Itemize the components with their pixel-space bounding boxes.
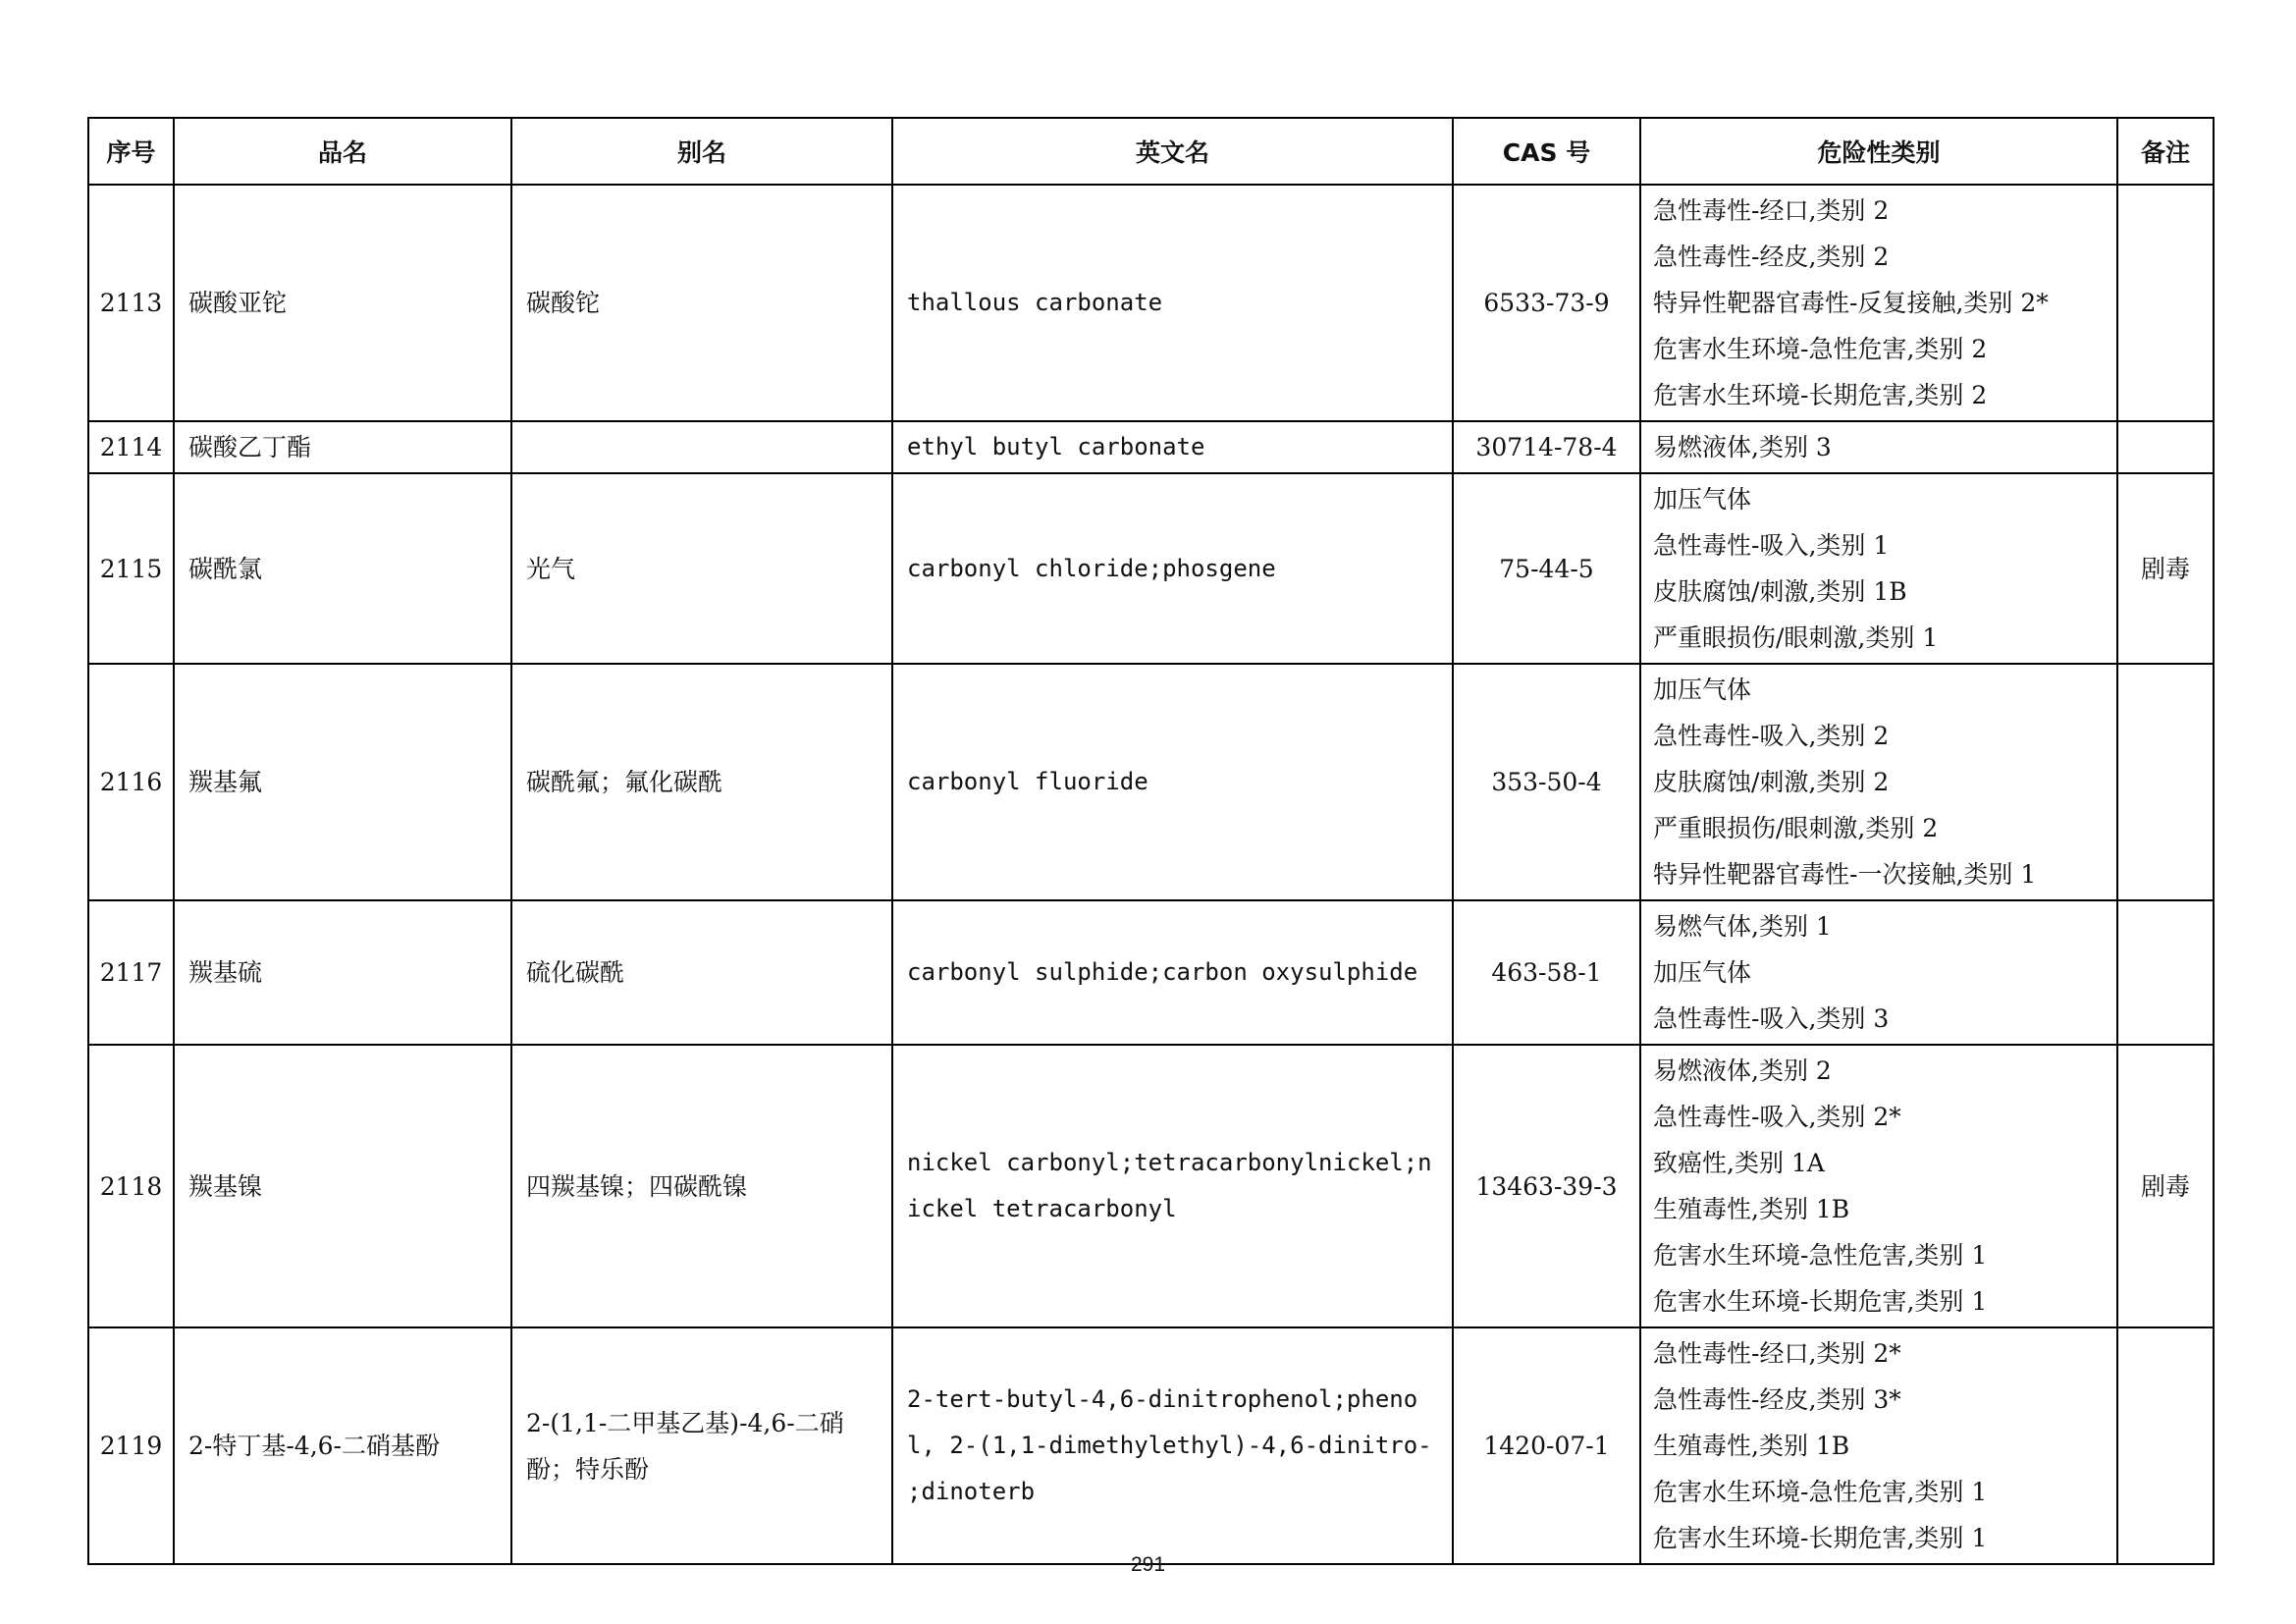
hazard-item: 急性毒性-经口,类别 2 (1653, 196, 1890, 225)
col-header-number: 序号 (88, 118, 174, 185)
hazard-item: 急性毒性-吸入,类别 1 (1653, 531, 1890, 560)
cell-english-name: carbonyl sulphide;carbon oxysulphide (892, 900, 1453, 1045)
cell-remark (2117, 900, 2214, 1045)
cell-number: 2115 (88, 473, 174, 664)
header-row (88, 118, 2214, 185)
hazard-item: 易燃液体,类别 3 (1653, 433, 1832, 461)
hazard-item: 生殖毒性,类别 1B (1653, 1432, 1850, 1460)
cell-alias: 碳酰氟；氟化碳酰 (511, 664, 892, 900)
cell-alias: 2-(1,1-二甲基乙基)-4,6-二硝酚；特乐酚 (511, 1327, 892, 1564)
cell-remark (2117, 421, 2214, 473)
cell-name: 碳酸亚铊 (174, 185, 511, 421)
cell-name: 碳酰氯 (174, 473, 511, 664)
hazard-item: 危害水生环境-长期危害,类别 1 (1653, 1524, 1988, 1552)
cell-english-name: carbonyl fluoride (892, 664, 1453, 900)
hazard-item: 特异性靶器官毒性-反复接触,类别 2* (1653, 289, 2049, 317)
cell-hazards (1640, 1327, 2117, 1564)
cell-number: 2117 (88, 900, 174, 1045)
cell-cas: 1420-07-1 (1453, 1327, 1640, 1564)
cell-alias: 硫化碳酰 (511, 900, 892, 1045)
cell-cas: 75-44-5 (1453, 473, 1640, 664)
cell-number: 2118 (88, 1045, 174, 1327)
cell-cas: 30714-78-4 (1453, 421, 1640, 473)
hazard-item: 危害水生环境-长期危害,类别 1 (1653, 1287, 1988, 1316)
hazard-item: 危害水生环境-急性危害,类别 1 (1653, 1478, 1988, 1506)
hazard-item: 特异性靶器官毒性-一次接触,类别 1 (1653, 860, 2037, 889)
cell-alias: 碳酸铊 (511, 185, 892, 421)
table-row (88, 900, 2214, 1045)
col-header-remark: 备注 (2117, 118, 2214, 185)
hazard-item: 危害水生环境-急性危害,类别 1 (1653, 1241, 1988, 1270)
hazard-item: 易燃液体,类别 2 (1653, 1056, 1832, 1085)
cell-cas: 13463-39-3 (1453, 1045, 1640, 1327)
hazard-item: 危害水生环境-急性危害,类别 2 (1653, 335, 1988, 363)
col-header-name: 品名 (174, 118, 511, 185)
hazard-item: 加压气体 (1653, 485, 1752, 514)
hazard-item: 生殖毒性,类别 1B (1653, 1195, 1850, 1223)
cell-name: 羰基镍 (174, 1045, 511, 1327)
cell-name: 碳酸乙丁酯 (174, 421, 511, 473)
table-row (88, 664, 2214, 900)
cell-number: 2116 (88, 664, 174, 900)
hazard-item: 急性毒性-吸入,类别 2 (1653, 722, 1890, 750)
hazard-item: 急性毒性-经皮,类别 3* (1653, 1385, 1901, 1414)
cell-name: 羰基硫 (174, 900, 511, 1045)
table-row (88, 421, 2214, 473)
cell-name: 羰基氟 (174, 664, 511, 900)
hazard-item: 危害水生环境-长期危害,类别 2 (1653, 381, 1988, 409)
cell-english-name: 2-tert-butyl-4,6-dinitrophenol;phenol, 2-(1,1-dimethylethyl)-4,6-dinitro- ;dinoterb (892, 1327, 1453, 1564)
cell-english-name: ethyl butyl carbonate (892, 421, 1453, 473)
cell-cas: 463-58-1 (1453, 900, 1640, 1045)
hazard-item: 皮肤腐蚀/刺激,类别 2 (1653, 768, 1890, 796)
table-row (88, 185, 2214, 421)
chemical-table (87, 117, 2215, 1565)
cell-remark: 剧毒 (2117, 1045, 2214, 1327)
cell-english-name: nickel carbonyl;tetracarbonylnickel;nickel tetracarbonyl (892, 1045, 1453, 1327)
cell-hazards (1640, 185, 2117, 421)
cell-hazards (1640, 1045, 2117, 1327)
cell-number: 2119 (88, 1327, 174, 1564)
cell-hazards (1640, 421, 2117, 473)
cell-remark (2117, 664, 2214, 900)
cell-number: 2113 (88, 185, 174, 421)
hazard-item: 致癌性,类别 1A (1653, 1149, 1825, 1177)
cell-alias: 光气 (511, 473, 892, 664)
cell-remark (2117, 1327, 2214, 1564)
table-row (88, 473, 2214, 664)
hazard-item: 加压气体 (1653, 676, 1752, 704)
page-number: 291 (1130, 1553, 1166, 1576)
cell-alias (511, 421, 892, 473)
cell-hazards (1640, 473, 2117, 664)
cell-hazards (1640, 900, 2117, 1045)
col-header-cas: CAS 号 (1453, 118, 1640, 185)
hazard-item: 急性毒性-吸入,类别 2* (1653, 1103, 1901, 1131)
cell-alias: 四羰基镍；四碳酰镍 (511, 1045, 892, 1327)
cell-number: 2114 (88, 421, 174, 473)
hazard-item: 严重眼损伤/眼刺激,类别 2 (1653, 814, 1939, 842)
col-header-alias: 别名 (511, 118, 892, 185)
hazard-item: 急性毒性-经皮,类别 2 (1653, 243, 1890, 271)
hazard-item: 易燃气体,类别 1 (1653, 912, 1832, 941)
cell-hazards (1640, 664, 2117, 900)
hazard-item: 严重眼损伤/眼刺激,类别 1 (1653, 623, 1939, 652)
hazard-item: 急性毒性-经口,类别 2* (1653, 1339, 1901, 1368)
hazard-item: 急性毒性-吸入,类别 3 (1653, 1004, 1890, 1033)
cell-english-name: carbonyl chloride;phosgene (892, 473, 1453, 664)
cell-name: 2-特丁基-4,6-二硝基酚 (174, 1327, 511, 1564)
table-row (88, 1327, 2214, 1564)
cell-remark: 剧毒 (2117, 473, 2214, 664)
col-header-hazard-class: 危险性类别 (1640, 118, 2117, 185)
cell-cas: 6533-73-9 (1453, 185, 1640, 421)
cell-cas: 353-50-4 (1453, 664, 1640, 900)
cell-remark (2117, 185, 2214, 421)
col-header-english-name: 英文名 (892, 118, 1453, 185)
cell-english-name: thallous carbonate (892, 185, 1453, 421)
table-row (88, 1045, 2214, 1327)
hazard-item: 皮肤腐蚀/刺激,类别 1B (1653, 577, 1907, 606)
hazard-item: 加压气体 (1653, 958, 1752, 987)
